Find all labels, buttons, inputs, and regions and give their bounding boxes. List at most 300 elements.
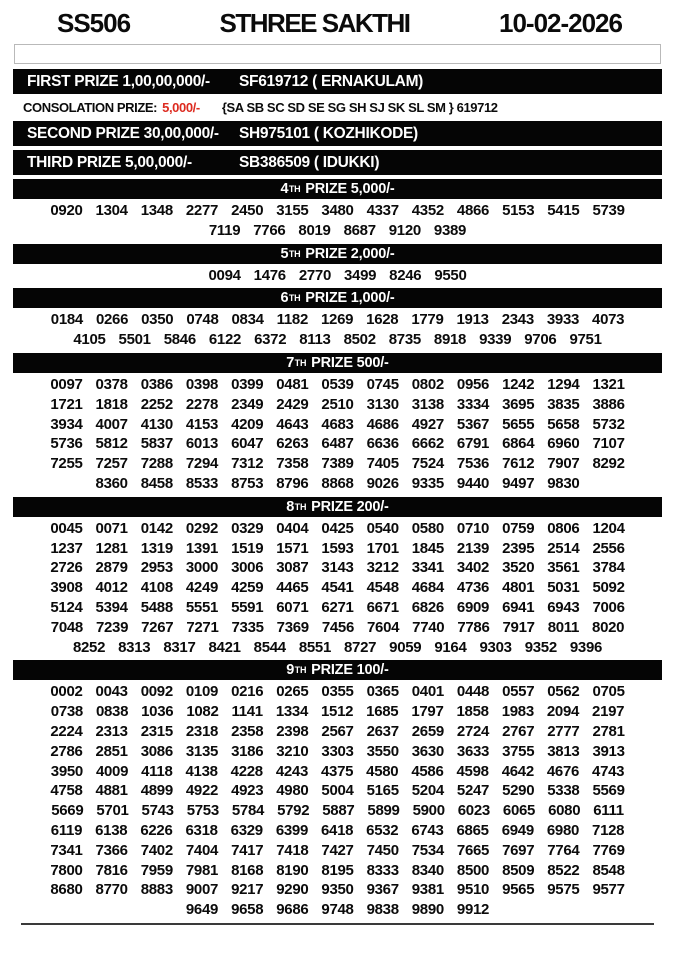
prize-number: 3933 <box>546 311 580 329</box>
prize-section-9th <box>13 660 662 920</box>
prize-header-text: 6 <box>280 290 289 307</box>
prize-number: 6080 <box>548 802 581 820</box>
prize-number: 6909 <box>456 598 490 616</box>
prize-number: 3784 <box>592 559 625 577</box>
prize-number: 4684 <box>411 579 444 597</box>
prize-number: 3135 <box>185 742 219 760</box>
prize-number: 9577 <box>592 881 625 899</box>
prize-number: 1476 <box>253 266 286 284</box>
prize-number: 2277 <box>185 202 219 219</box>
prize-number: 9367 <box>366 881 399 899</box>
winning-numbers-row <box>13 519 662 539</box>
prize-number: 8340 <box>411 861 444 879</box>
prize-header-9th: 9 TH PRIZE 100/- <box>13 660 662 680</box>
winning-numbers-row <box>13 558 662 578</box>
prize-number: 9120 <box>388 221 421 239</box>
prize-number: 8313 <box>118 638 151 656</box>
prize-number: 5812 <box>95 435 128 453</box>
prize-number: 8548 <box>592 861 625 879</box>
prize-number: 3334 <box>456 395 490 413</box>
prize-number: 7312 <box>231 455 264 473</box>
prize-number: 2786 <box>50 742 83 760</box>
prize-number: 1858 <box>456 703 489 721</box>
first-prize-winner: SF619712 ( ERNAKULAM) <box>239 72 424 90</box>
prize-number: 8020 <box>592 618 625 636</box>
prize-number: 7450 <box>366 841 399 859</box>
prize-number: 3561 <box>547 559 580 577</box>
prize-number: 9912 <box>456 901 490 919</box>
prize-number: 9751 <box>569 331 602 349</box>
prize-number: 7816 <box>95 861 128 879</box>
prize-number: 8883 <box>140 881 173 899</box>
prize-number: 9838 <box>366 901 399 919</box>
prize-number: 4643 <box>276 415 309 433</box>
prize-number: 5591 <box>231 598 264 616</box>
prize-number: 4007 <box>95 415 128 433</box>
prize-number: 5153 <box>502 202 535 219</box>
prize-number: 7128 <box>592 821 625 839</box>
prize-number: 4580 <box>366 762 399 780</box>
prize-number: 4118 <box>141 762 173 780</box>
winning-numbers-row <box>13 434 662 454</box>
prize-header-6th: 6 TH PRIZE 1,000/- <box>13 288 662 308</box>
prize-header-text: 8 <box>286 498 295 515</box>
prize-number: 9686 <box>276 901 309 919</box>
winning-numbers-row <box>13 682 662 702</box>
prize-number: 8544 <box>253 638 286 656</box>
prize-number: 9830 <box>547 474 580 492</box>
prize-number: 0557 <box>502 683 535 701</box>
prize-number: 6372 <box>254 331 287 349</box>
prize-number: 4228 <box>230 762 263 780</box>
prize-number: 2514 <box>547 539 580 557</box>
prize-number: 4923 <box>231 782 264 800</box>
prize-number: 2094 <box>546 703 580 721</box>
prize-number: 4758 <box>50 782 83 800</box>
prize-number: 2724 <box>456 722 490 740</box>
winning-numbers-row <box>13 762 662 782</box>
winning-numbers-row <box>13 861 662 881</box>
prize-number: 0738 <box>50 703 83 721</box>
prize-number: 4105 <box>73 331 106 349</box>
prize-number: 0092 <box>140 683 173 701</box>
empty-strip <box>14 44 661 64</box>
winning-numbers-row <box>13 454 662 474</box>
prize-number: 8333 <box>366 861 399 879</box>
prize-number: 5569 <box>592 782 625 800</box>
prize-number: 4130 <box>140 415 173 433</box>
winning-numbers-row <box>13 900 662 920</box>
prize-number: 7769 <box>592 841 625 859</box>
prize-number: 7255 <box>50 455 83 473</box>
prize-section-8th <box>13 497 662 658</box>
prize-number: 6399 <box>275 821 308 839</box>
prize-number: 0398 <box>185 375 219 393</box>
prize-number: 2556 <box>592 539 625 557</box>
prize-number: 6532 <box>366 821 399 839</box>
prize-number: 3520 <box>502 559 535 577</box>
prize-number: 0806 <box>547 519 580 537</box>
prize-number: 1628 <box>366 311 399 329</box>
prize-number: 2358 <box>231 722 264 740</box>
prize-number: 6487 <box>321 435 354 453</box>
prize-number: 9890 <box>411 901 444 919</box>
prize-header-text: PRIZE 200/- <box>307 498 389 515</box>
prize-header-text: PRIZE 500/- <box>307 354 389 371</box>
prize-number: 7294 <box>185 455 219 473</box>
prize-number: 1141 <box>231 703 263 721</box>
prize-number: 8421 <box>208 638 241 656</box>
prize-number: 4801 <box>502 579 535 597</box>
winning-numbers-row <box>13 395 662 415</box>
winning-numbers-row <box>13 638 662 658</box>
prize-section-6th <box>13 288 662 350</box>
prize-number: 3886 <box>592 395 625 413</box>
prize-number: 7335 <box>231 618 264 636</box>
prize-number: 0094 <box>208 266 241 284</box>
prize-number: 1512 <box>321 703 354 721</box>
prize-number: 7288 <box>140 455 173 473</box>
prize-number: 8246 <box>389 266 422 284</box>
prize-number: 2567 <box>321 722 354 740</box>
prize-number: 8502 <box>343 331 376 349</box>
prize-number: 2637 <box>366 722 399 740</box>
consolation-series: {SA SB SC SD SE SG SH SJ SK SL SM } 619712 <box>221 100 498 115</box>
prize-number: 3087 <box>276 559 309 577</box>
prize-number: 8687 <box>343 221 376 239</box>
prize-number: 3341 <box>411 559 444 577</box>
prize-number: 1348 <box>140 202 173 219</box>
prize-number: 0748 <box>186 311 219 329</box>
prize-number: 0802 <box>411 375 444 393</box>
prize-header-text: 4 <box>280 181 289 197</box>
winning-numbers-row <box>13 801 662 821</box>
prize-number: 9440 <box>456 474 490 492</box>
prize-number: 2224 <box>50 722 83 740</box>
prize-number: 1571 <box>276 539 309 557</box>
prize-header-8th: 8 TH PRIZE 200/- <box>13 497 662 517</box>
prize-number: 6065 <box>502 802 536 820</box>
winning-numbers-row <box>13 880 662 900</box>
winning-numbers-row <box>13 598 662 618</box>
prize-number: 3155 <box>276 202 309 219</box>
prize-number: 1269 <box>321 311 354 329</box>
prize-number: 3130 <box>366 395 399 413</box>
prize-number: 8019 <box>298 221 331 239</box>
prize-number: 9164 <box>434 638 467 656</box>
prize-number: 5415 <box>547 202 580 219</box>
prize-number: 2398 <box>276 722 309 740</box>
prize-number: 6047 <box>231 435 264 453</box>
prize-number: 4153 <box>185 415 219 433</box>
prize-number: 0386 <box>140 375 173 393</box>
prize-number: 3210 <box>276 742 309 760</box>
prize-number: 4012 <box>95 579 128 597</box>
prize-number: 6023 <box>457 802 490 820</box>
prize-number: 6119 <box>50 821 83 839</box>
prize-number: 5701 <box>96 802 129 820</box>
prize-number: 8735 <box>388 331 421 349</box>
prize-number: 7766 <box>253 221 286 239</box>
prize-number: 7402 <box>140 841 173 859</box>
prize-number: 2767 <box>502 722 535 740</box>
prize-number: 6865 <box>456 821 489 839</box>
prize-number: 4249 <box>185 579 219 597</box>
prize-number: 3086 <box>140 742 173 760</box>
prize-number: 0481 <box>276 375 309 393</box>
prize-number: 0292 <box>185 519 219 537</box>
prize-number: 6138 <box>95 821 128 839</box>
prize-number: 1281 <box>95 539 128 557</box>
prize-number: 3303 <box>321 742 354 760</box>
second-prize-bar <box>13 121 662 146</box>
prize-number: 1391 <box>185 539 219 557</box>
prize-number: 7907 <box>547 455 580 473</box>
prize-header-5th: 5 TH PRIZE 2,000/- <box>13 244 662 264</box>
winning-numbers-row <box>13 702 662 722</box>
prize-number: 0265 <box>276 683 309 701</box>
prize-number: 6662 <box>411 435 444 453</box>
prize-number: 6636 <box>366 435 399 453</box>
prize-number: 2781 <box>592 722 625 740</box>
prize-number: 3633 <box>456 742 490 760</box>
prize-number: 3143 <box>321 559 354 577</box>
prize-number: 1797 <box>411 703 444 721</box>
prize-number: 6671 <box>366 598 399 616</box>
winning-numbers-row <box>13 330 662 350</box>
prize-number: 8360 <box>95 474 128 492</box>
prize-number: 7107 <box>592 435 625 453</box>
winning-numbers-row <box>13 742 662 762</box>
prize-number: 2770 <box>298 266 331 284</box>
prize-number: 2851 <box>95 742 128 760</box>
prize-number: 6791 <box>456 435 490 453</box>
prize-number: 0002 <box>50 683 83 701</box>
prize-header-text: PRIZE 100/- <box>307 662 389 679</box>
prize-number: 0401 <box>411 683 444 701</box>
prize-number: 2395 <box>502 539 535 557</box>
prize-number: 2953 <box>140 559 173 577</box>
prize-number: 0759 <box>502 519 535 537</box>
prize-number: 8509 <box>502 861 535 879</box>
prize-number: 5247 <box>456 782 490 800</box>
prize-number: 0329 <box>231 519 264 537</box>
prize-number: 5837 <box>140 435 173 453</box>
prize-number: 8500 <box>456 861 490 879</box>
prize-number: 8168 <box>231 861 264 879</box>
prize-number: 7764 <box>547 841 580 859</box>
prize-number: 5658 <box>547 415 580 433</box>
winning-numbers-row <box>13 415 662 435</box>
prize-header-text: PRIZE 2,000/- <box>301 245 395 262</box>
consolation-label: CONSOLATION PRIZE: <box>23 100 158 115</box>
prize-number: 1818 <box>95 395 128 413</box>
prize-number: 2349 <box>231 395 264 413</box>
prize-number: 0838 <box>95 703 129 721</box>
prize-number: 1321 <box>592 375 625 393</box>
prize-number: 8292 <box>592 455 625 473</box>
prize-number: 5501 <box>118 331 151 349</box>
prize-number: 4375 <box>321 762 354 780</box>
prize-number: 2318 <box>185 722 219 740</box>
prize-number: 5488 <box>140 598 173 616</box>
prize-number: 1182 <box>276 311 308 329</box>
prize-number: 0540 <box>366 519 399 537</box>
prize-number: 9565 <box>502 881 535 899</box>
prize-number: 1721 <box>50 395 83 413</box>
prize-number: 1983 <box>501 703 534 721</box>
prize-number: 9396 <box>569 638 603 656</box>
winning-numbers-row <box>13 821 662 841</box>
prize-number: 1304 <box>95 202 128 219</box>
prize-number: 9290 <box>276 881 309 899</box>
prize-number: 4138 <box>185 762 218 780</box>
prize-number: 6943 <box>547 598 580 616</box>
prize-number: 0448 <box>456 683 490 701</box>
prize-number: 5846 <box>163 331 196 349</box>
prize-number: 7456 <box>321 618 354 636</box>
prize-number: 8522 <box>547 861 580 879</box>
prize-number: 0580 <box>411 519 444 537</box>
prize-number: 7271 <box>186 618 219 636</box>
prize-number: 4209 <box>231 415 264 433</box>
prize-number: 5784 <box>231 802 265 820</box>
prize-number: 0562 <box>547 683 580 701</box>
prize-header-4th: 4 TH PRIZE 5,000/- <box>13 179 662 199</box>
prize-number: 9575 <box>547 881 580 899</box>
prize-number: 2450 <box>231 202 264 219</box>
prize-number: 6418 <box>321 821 354 839</box>
prize-number: 7119 <box>208 221 241 239</box>
first-prize-bar <box>13 69 662 94</box>
prize-number: 1082 <box>186 703 219 721</box>
prize-number: 9748 <box>321 901 354 919</box>
prize-number: 7006 <box>592 598 625 616</box>
prize-number: 9658 <box>231 901 264 919</box>
prize-number: 6743 <box>411 821 444 839</box>
prize-number: 0539 <box>321 375 354 393</box>
prize-number: 1701 <box>366 539 399 557</box>
prize-number: 9550 <box>434 266 467 284</box>
prize-number: 7369 <box>276 618 309 636</box>
prize-number: 0710 <box>456 519 490 537</box>
prize-number: 0142 <box>140 519 173 537</box>
winning-numbers-row <box>13 221 662 241</box>
prize-number: 9303 <box>479 638 512 656</box>
prize-number: 8918 <box>433 331 467 349</box>
prize-number: 7524 <box>411 455 444 473</box>
prize-number: 6271 <box>321 598 354 616</box>
prize-number: 3480 <box>321 202 354 219</box>
prize-number: 8533 <box>185 474 219 492</box>
prize-number: 6941 <box>502 598 535 616</box>
prize-number: 3908 <box>50 579 83 597</box>
prize-number: 5092 <box>592 579 625 597</box>
winning-numbers-row <box>13 841 662 861</box>
prize-number: 6111 <box>593 802 624 820</box>
winning-numbers-row <box>13 578 662 598</box>
prize-number: 2343 <box>501 311 534 329</box>
prize-number: 0355 <box>321 683 354 701</box>
prize-number: 2252 <box>140 395 173 413</box>
prize-number: 6263 <box>276 435 309 453</box>
prize-number: 1242 <box>502 375 535 393</box>
winning-numbers-row <box>13 375 662 395</box>
prize-number: 2429 <box>276 395 309 413</box>
prize-number: 5551 <box>185 598 219 616</box>
prize-number: 3813 <box>547 742 580 760</box>
prize-number: 1294 <box>547 375 580 393</box>
prize-number: 3630 <box>411 742 444 760</box>
prize-number: 4899 <box>140 782 173 800</box>
prize-number: 4243 <box>275 762 308 780</box>
prize-number: 4337 <box>366 202 399 219</box>
prize-header-text: PRIZE 1,000/- <box>301 290 395 307</box>
prize-number: 0404 <box>276 519 309 537</box>
prize-number: 2777 <box>547 722 580 740</box>
prize-header-7th: 7 TH PRIZE 500/- <box>13 353 662 373</box>
prize-number: 7800 <box>50 861 83 879</box>
prize-number: 8190 <box>276 861 309 879</box>
prize-number: 7981 <box>185 861 219 879</box>
prize-number: 0920 <box>50 202 83 219</box>
prize-number: 7536 <box>456 455 490 473</box>
prize-header-text: PRIZE 5,000/- <box>301 181 395 197</box>
prize-number: 6826 <box>411 598 444 616</box>
prize-number: 7366 <box>95 841 128 859</box>
prize-number: 7665 <box>456 841 490 859</box>
prize-number: 4866 <box>456 202 490 219</box>
lower-prizes <box>13 179 662 920</box>
prize-number: 3755 <box>502 742 535 760</box>
prize-number: 7404 <box>185 841 219 859</box>
winning-numbers-row <box>13 539 662 559</box>
prize-number: 6960 <box>547 435 580 453</box>
prize-number: 9706 <box>524 331 557 349</box>
prize-number: 4465 <box>276 579 309 597</box>
prize-number: 1334 <box>275 703 308 721</box>
prize-number: 9381 <box>411 881 444 899</box>
prize-number: 7341 <box>50 841 83 859</box>
prize-number: 7417 <box>231 841 264 859</box>
prize-number: 7697 <box>502 841 535 859</box>
prize-number: 2879 <box>95 559 128 577</box>
prize-number: 3695 <box>502 395 535 413</box>
prize-number: 7048 <box>50 618 83 636</box>
prize-number: 9389 <box>433 221 467 239</box>
prize-number: 2197 <box>592 703 625 721</box>
prize-number: 3138 <box>411 395 444 413</box>
prize-number: 8011 <box>547 618 580 636</box>
prize-number: 6122 <box>208 331 242 349</box>
prize-number: 2510 <box>321 395 354 413</box>
prize-section-7th <box>13 353 662 494</box>
prize-number: 8727 <box>344 638 377 656</box>
prize-number: 3499 <box>344 266 377 284</box>
winning-numbers-row <box>13 618 662 638</box>
prize-number: 4922 <box>185 782 219 800</box>
winning-numbers-row <box>13 722 662 742</box>
prize-number: 9007 <box>185 881 219 899</box>
prize-number: 1204 <box>592 519 625 537</box>
prize-number: 0745 <box>366 375 399 393</box>
prize-number: 4683 <box>321 415 354 433</box>
prize-number: 0266 <box>95 311 129 329</box>
prize-number: 6949 <box>501 821 534 839</box>
prize-number: 3212 <box>366 559 399 577</box>
bottom-rule <box>21 923 654 925</box>
prize-number: 5743 <box>141 802 174 820</box>
